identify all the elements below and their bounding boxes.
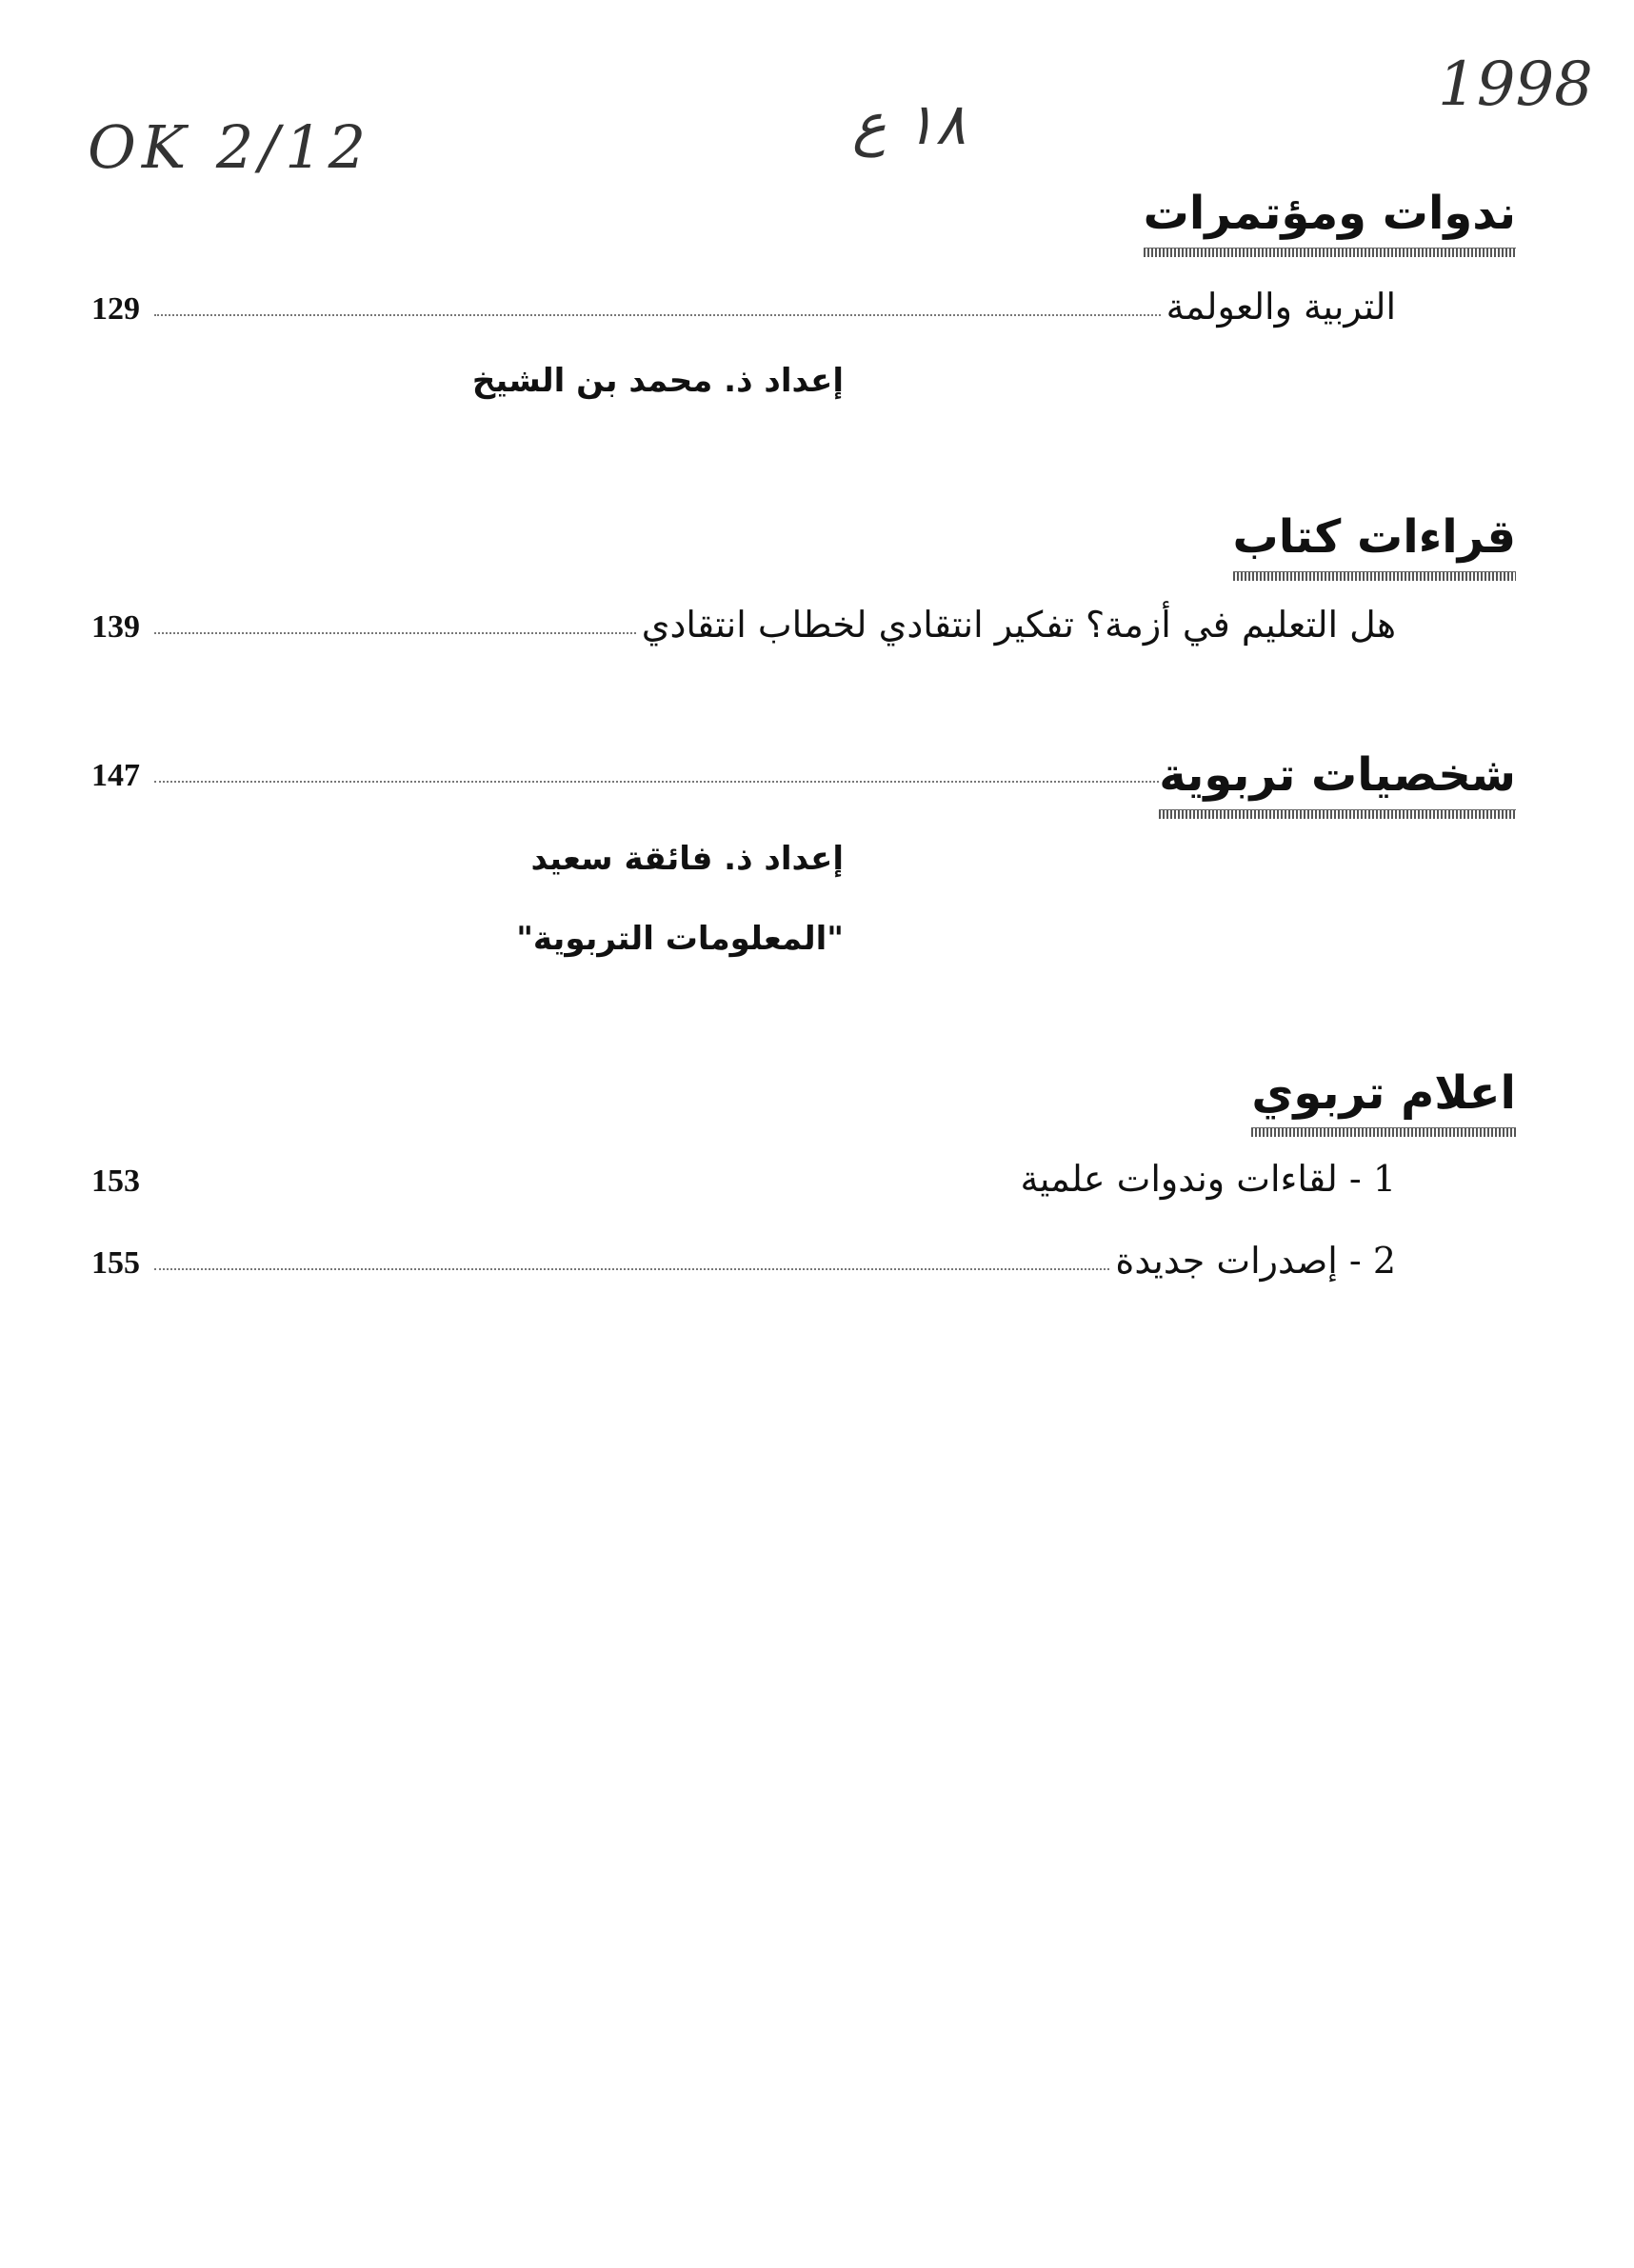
toc-entry-title: 2 - إصدرات جديدة — [1115, 1240, 1396, 1282]
section-subline: "المعلومات التربوية" — [516, 920, 844, 958]
section-byline: إعداد ذ. محمد بن الشيخ — [471, 362, 844, 400]
heading-underline — [1144, 248, 1516, 257]
toc-entry-title: هل التعليم في أزمة؟ تفكير انتقادي لخطاب انتقادي — [641, 604, 1396, 646]
handwritten-ok-note: OK 2/12 — [88, 112, 372, 182]
toc-entry[interactable] — [91, 1143, 1396, 1200]
handwritten-middle-note: ١٨ ع — [852, 91, 966, 158]
toc-entry-page: 139 — [91, 609, 140, 645]
section-heading-educational-news: اعلام تربوي — [1251, 1070, 1516, 1137]
dot-leader — [154, 313, 1161, 316]
toc-entry-heading-row[interactable] — [91, 743, 1516, 819]
heading-underline — [1251, 1127, 1516, 1137]
toc-entry-page: 147 — [91, 758, 140, 793]
section-heading-book-reviews: قراءات كتاب — [1233, 514, 1516, 581]
dot-leader — [154, 780, 1159, 783]
toc-entry[interactable] — [91, 1224, 1396, 1282]
toc-entry-page: 153 — [91, 1164, 140, 1199]
toc-entry-page: 155 — [91, 1245, 140, 1281]
section-heading-conferences: ندوات ومؤتمرات — [1144, 190, 1516, 257]
section-byline: إعداد ذ. فائقة سعيد — [530, 840, 844, 878]
toc-entry-title: التربية والعولمة — [1166, 286, 1396, 328]
heading-underline — [1233, 571, 1516, 581]
dot-leader — [154, 1267, 1109, 1270]
toc-entry-title: 1 - لقاءات وندوات علمية — [1020, 1158, 1396, 1200]
dot-leader — [154, 631, 636, 634]
heading-underline — [1159, 809, 1516, 819]
section-heading-personalities: شخصيات تربوية — [1159, 752, 1516, 819]
toc-entry-page: 129 — [91, 291, 140, 327]
toc-entry[interactable] — [91, 588, 1396, 646]
toc-entry[interactable] — [91, 270, 1396, 328]
handwritten-year-note: 1998 — [1438, 50, 1593, 120]
